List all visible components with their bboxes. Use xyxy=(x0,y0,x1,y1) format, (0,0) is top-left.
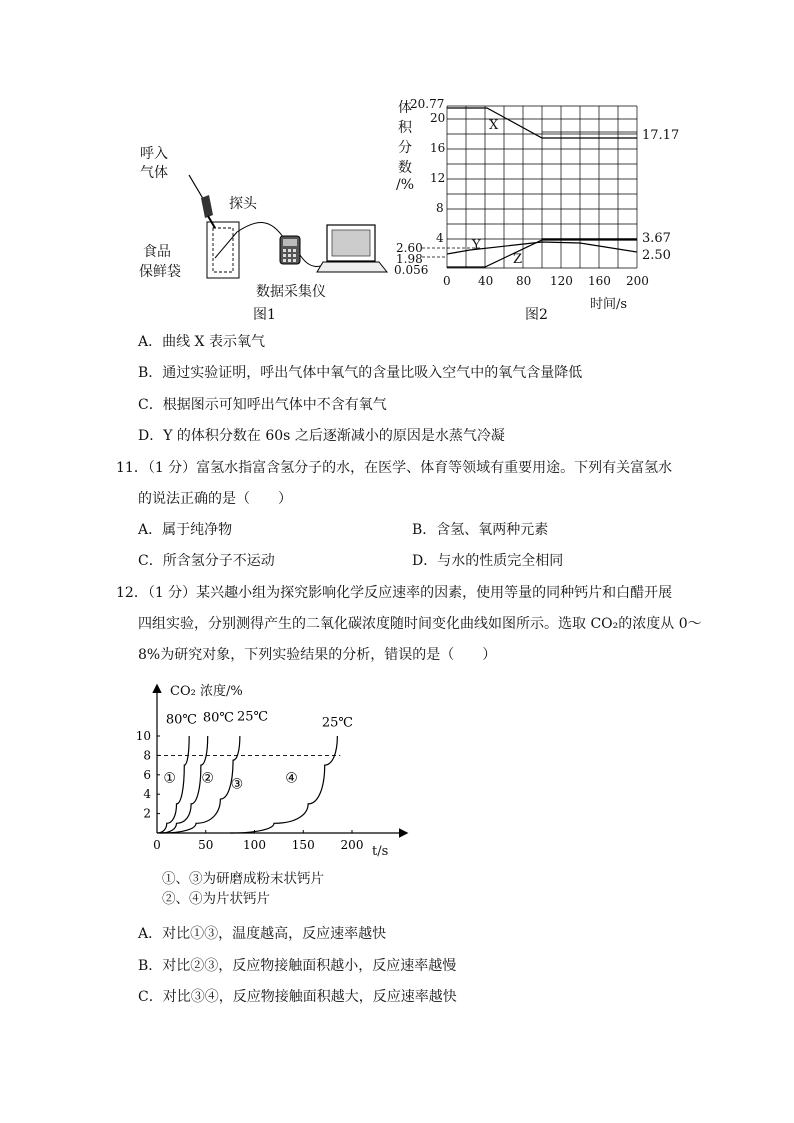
figure-2 xyxy=(390,92,690,327)
fig2-xtick-200: 200 xyxy=(626,274,649,288)
co2-legend-note-1: ①、③为研磨成粉末状钙片 xyxy=(162,871,324,887)
series-number-label-4: ④ xyxy=(285,770,298,787)
fig2-xtick-160: 160 xyxy=(588,274,611,288)
fig2-xtick-40: 40 xyxy=(478,274,494,288)
q12-option-a: A．对比①③，温度越高，反应速率越快 xyxy=(138,926,387,942)
q12-stem-line2: 四组实验，分别测得产生的二氧化碳浓度随时间变化曲线如图所示。选取 CO₂的浓度从 0～ xyxy=(138,616,702,632)
q11-option-a: A．属于纯净物 xyxy=(138,522,233,538)
series-number-label-2: ② xyxy=(201,770,214,787)
figure-1-caption: 图1 xyxy=(253,307,276,323)
fig2-xlabel: 时间/s xyxy=(590,297,628,312)
y-tick-label-8: 8 xyxy=(143,748,151,763)
fig2-ytick-20.77: 20.77 xyxy=(410,97,445,111)
x-tick-label-200: 200 xyxy=(340,838,364,852)
q10-option-d: D．Y 的体积分数在 60s 之后逐渐减小的原因是水蒸气冷凝 xyxy=(138,428,505,444)
x-tick-label-100: 100 xyxy=(243,838,266,852)
label-exhaled-line1: 呼入 xyxy=(140,146,168,162)
co2-chart-svg xyxy=(135,678,418,863)
y-tick-label-2: 2 xyxy=(143,806,151,821)
fig2-ytick-4: 4 xyxy=(436,231,444,245)
q10-option-a: A．曲线 X 表示氧气 xyxy=(138,334,265,350)
series-temp-label-3: 25℃ xyxy=(237,709,269,725)
fig2-ytick-2.60: 2.60 xyxy=(396,241,423,255)
fig2-ylabel-0: 体 xyxy=(398,100,412,116)
series-number-label-3: ③ xyxy=(230,776,244,793)
x-tick-label-0: 0 xyxy=(153,838,161,852)
q12-option-c: C．对比③④，反应物接触面积越大，反应速率越快 xyxy=(138,989,457,1005)
fig2-ylabel-3: 数 xyxy=(398,160,412,176)
label-exhaled-line2: 气体 xyxy=(140,165,168,181)
q12-stem-line1: 12．（1 分）某兴趣小组为探究影响化学反应速率的因素，使用等量的同种钙片和白醋开展 xyxy=(116,585,673,601)
x-tick-label-50: 50 xyxy=(198,838,214,852)
series-temp-label-2: 80℃ xyxy=(202,710,234,726)
fig2-xtick-0: 0 xyxy=(443,274,451,288)
fig2-ytick-20: 20 xyxy=(430,111,446,125)
label-bag-line1: 食品 xyxy=(143,244,171,260)
fig2-curve-label-y: Y xyxy=(472,238,481,253)
y-tick-label-6: 6 xyxy=(143,767,151,782)
co2-chart-xlabel: t/s xyxy=(372,844,389,859)
fig2-xtick-80: 80 xyxy=(516,274,532,288)
q12-option-b: B．对比②③，反应物接触面积越小，反应速率越慢 xyxy=(138,958,457,974)
label-probe: 探头 xyxy=(229,196,257,212)
fig2-ytick-1.98: 1.98 xyxy=(396,252,423,266)
x-tick-label-150: 150 xyxy=(291,838,315,852)
q11-stem-line2: 的说法正确的是（ ） xyxy=(138,491,292,507)
fig2-ylabel-2: 分 xyxy=(398,140,412,156)
series-curve-4 xyxy=(230,736,337,833)
y-tick-label-10: 10 xyxy=(135,729,151,743)
fig2-ylabel-1: 积 xyxy=(398,120,412,136)
fig2-ytick-8: 8 xyxy=(436,201,444,215)
fig2-right-17.17: 17.17 xyxy=(642,128,680,143)
fig2-right-3.67: 3.67 xyxy=(642,231,671,246)
fig2-ytick-0.056: 0.056 xyxy=(394,263,429,277)
q10-option-c: C．根据图示可知呼出气体中不含有氧气 xyxy=(138,397,387,413)
q11-option-d: D．与水的性质完全相同 xyxy=(412,553,564,569)
co2-chart xyxy=(135,678,418,863)
fig2-ytick-12: 12 xyxy=(430,171,446,185)
fig2-right-2.50: 2.50 xyxy=(642,248,671,263)
q12-stem-line3: 8%为研究对象，下列实验结果的分析，错误的是（ ） xyxy=(138,647,497,663)
fig2-xtick-120: 120 xyxy=(550,274,573,288)
series-temp-label-4: 25℃ xyxy=(321,715,353,731)
figure-2-caption: 图2 xyxy=(525,307,548,323)
co2-chart-title: CO₂ 浓度/% xyxy=(170,684,243,699)
fig2-curve-label-z: Z xyxy=(513,252,523,267)
series-number-label-1: ① xyxy=(163,770,176,787)
q11-stem-line1: 11．（1 分）富氢水指富含氢分子的水，在医学、体育等领域有重要用途。下列有关富氢水 xyxy=(116,460,673,476)
series-temp-label-1: 80℃ xyxy=(165,712,197,728)
fig2-ytick-16: 16 xyxy=(430,141,446,155)
fig2-ylabel-4: /% xyxy=(396,177,415,193)
label-collector: 数据采集仪 xyxy=(256,284,326,300)
fig2-curve-label-x: X xyxy=(489,118,499,133)
co2-legend-note-2: ②、④为片状钙片 xyxy=(162,891,270,907)
q10-option-b: B．通过实验证明，呼出气体中氧气的含量比吸入空气中的氧气含量降低 xyxy=(138,365,583,381)
q11-option-c: C．所含氢分子不运动 xyxy=(138,553,275,569)
label-bag-line2: 保鲜袋 xyxy=(139,264,181,280)
q11-option-b: B．含氢、氧两种元素 xyxy=(412,522,549,538)
y-tick-label-4: 4 xyxy=(143,787,151,802)
figure-1 xyxy=(135,140,395,325)
